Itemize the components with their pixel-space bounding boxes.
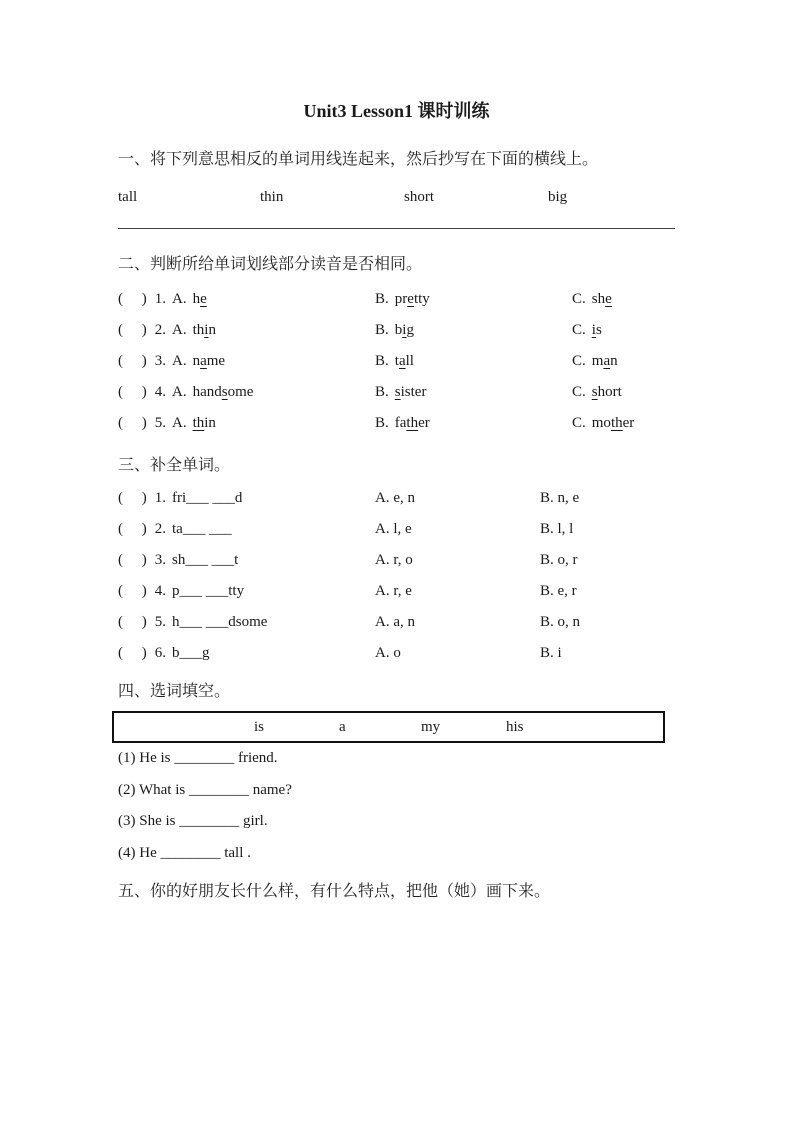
- option-a-label: A.: [172, 322, 187, 338]
- option-a-word: [193, 353, 226, 369]
- complete-word-row-6: [118, 638, 675, 669]
- word-underlined: i: [591, 322, 596, 338]
- option-c-word: [592, 291, 612, 307]
- word-post: in: [204, 415, 216, 431]
- page-title: Unit3 Lesson1 课时训练: [303, 101, 490, 121]
- option-c-cell: [572, 408, 675, 439]
- option-b-word: [395, 384, 427, 400]
- phonics-row-1: [118, 284, 675, 315]
- choice-a: A. e, n: [375, 490, 415, 506]
- answer-bracket: ( ): [118, 614, 147, 630]
- word-with-blanks: p___ ___tty: [172, 583, 245, 599]
- word-post: ister: [400, 384, 427, 400]
- fill-in-sentence-4: (4) He ________ tall .: [118, 844, 251, 861]
- option-a-cell: [118, 408, 375, 439]
- fill-in-sentence-3: (3) She is ________ girl.: [118, 813, 268, 829]
- word-cell: [118, 483, 375, 514]
- answer-bracket: ( ): [118, 521, 147, 537]
- choice-a: A. o: [375, 645, 401, 661]
- word-cell: [118, 545, 375, 576]
- word-underlined: i: [204, 322, 209, 338]
- option-a-label: A.: [172, 291, 187, 307]
- choice-b: B. l, l: [540, 521, 574, 537]
- fill-in-sentence-2: (2) What is ________ name?: [118, 781, 292, 798]
- question-number: 2.: [154, 521, 166, 537]
- phonics-row-4: [118, 377, 675, 408]
- word-pre: sh: [591, 291, 606, 307]
- word-pre: fa: [394, 415, 407, 431]
- choice-b: B. e, r: [540, 583, 577, 599]
- word-cell: [118, 576, 375, 607]
- phonics-row-3: [118, 346, 675, 377]
- bank-word-is: is: [254, 719, 265, 735]
- match-word-short: short: [404, 189, 434, 205]
- word-underlined: e: [605, 291, 612, 307]
- word-post: tty: [413, 291, 430, 307]
- word-post: s: [595, 322, 602, 338]
- word-pre: b: [394, 322, 403, 338]
- match-words-row: [118, 187, 675, 207]
- option-c-cell: [572, 377, 675, 408]
- word-underlined: th: [192, 415, 205, 431]
- word-with-blanks: sh___ ___t: [172, 552, 239, 568]
- section2-rows: [118, 284, 675, 439]
- word-underlined: a: [398, 353, 406, 369]
- word-pre: n: [192, 353, 201, 369]
- option-a-word: [193, 291, 207, 307]
- word-post: n: [610, 353, 618, 369]
- word-underlined: e: [200, 291, 207, 307]
- word-pre: t: [394, 353, 399, 369]
- option-c-word: [592, 415, 635, 431]
- phonics-row-5: [118, 408, 675, 439]
- option-a-word: [193, 322, 216, 338]
- word-post: me: [206, 353, 226, 369]
- option-a-label: A.: [172, 353, 187, 369]
- question-number: 1.: [154, 291, 166, 307]
- match-word-tall: tall: [118, 189, 138, 205]
- answer-bracket: ( ): [118, 552, 147, 568]
- option-c-word: [592, 353, 618, 369]
- option-c-label: C.: [572, 384, 586, 400]
- word-pre: hand: [192, 384, 222, 400]
- complete-word-row-3: [118, 545, 675, 576]
- option-b-cell: [375, 284, 572, 315]
- answer-bracket: ( ): [118, 415, 147, 431]
- word-with-blanks: ta___ ___: [172, 521, 232, 537]
- option-b-label: B.: [375, 353, 389, 369]
- answer-bracket: ( ): [118, 353, 147, 369]
- word-post: n: [208, 322, 216, 338]
- word-pre: mo: [591, 415, 611, 431]
- bank-word-my: my: [421, 719, 441, 735]
- option-b-label: B.: [375, 415, 389, 431]
- complete-word-row-1: [118, 483, 675, 514]
- option-b-cell: [375, 377, 572, 408]
- word-pre: pr: [394, 291, 408, 307]
- option-a-cell: [118, 315, 375, 346]
- option-a-cell: [118, 284, 375, 315]
- word-post: hort: [597, 384, 622, 400]
- section2-heading: 二、判断所给单词划线部分读音是否相同。: [118, 256, 423, 273]
- option-b-cell: [375, 315, 572, 346]
- answer-bracket: ( ): [118, 384, 147, 400]
- option-c-label: C.: [572, 322, 586, 338]
- option-a-word: [193, 415, 216, 431]
- option-a-word: [193, 384, 254, 400]
- question-number: 2.: [154, 322, 166, 338]
- option-c-label: C.: [572, 353, 586, 369]
- question-number: 1.: [154, 490, 166, 506]
- option-c-label: C.: [572, 415, 586, 431]
- word-with-blanks: b___g: [172, 645, 210, 661]
- option-b-label: B.: [375, 322, 389, 338]
- word-post: ll: [405, 353, 414, 369]
- option-b-word: [395, 353, 414, 369]
- option-b-cell: [375, 346, 572, 377]
- choice-a: A. r, e: [375, 583, 412, 599]
- section1-heading: 一、将下列意思相反的单词用线连起来，然后抄写在下面的横线上。: [118, 151, 599, 168]
- question-number: 6.: [154, 645, 166, 661]
- complete-word-row-5: [118, 607, 675, 638]
- word-underlined: th: [610, 415, 623, 431]
- choice-a: A. r, o: [375, 552, 413, 568]
- option-c-label: C.: [572, 291, 586, 307]
- question-number: 4.: [154, 384, 166, 400]
- word-post: ome: [227, 384, 254, 400]
- answer-bracket: ( ): [118, 645, 147, 661]
- section5-heading: 五、你的好朋友长什么样，有什么特点，把他（她）画下来。: [118, 883, 551, 900]
- option-a-cell: [118, 377, 375, 408]
- word-post: g: [406, 322, 414, 338]
- answer-bracket: ( ): [118, 490, 147, 506]
- word-underlined: a: [603, 353, 611, 369]
- word-pre: h: [192, 291, 201, 307]
- question-number: 5.: [154, 415, 166, 431]
- complete-word-row-2: [118, 514, 675, 545]
- option-a-label: A.: [172, 384, 187, 400]
- answer-bracket: ( ): [118, 322, 147, 338]
- word-bank-box: [112, 711, 665, 743]
- word-underlined: s: [591, 384, 598, 400]
- option-a-cell: [118, 346, 375, 377]
- bank-word-a: a: [339, 719, 346, 735]
- option-b-word: [395, 322, 414, 338]
- word-with-blanks: h___ ___dsome: [172, 614, 268, 630]
- question-number: 5.: [154, 614, 166, 630]
- option-c-cell: [572, 346, 675, 377]
- answer-bracket: ( ): [118, 291, 147, 307]
- option-b-label: B.: [375, 291, 389, 307]
- choice-b: B. i: [540, 645, 562, 661]
- match-word-big: big: [548, 189, 568, 205]
- choice-a: A. l, e: [375, 521, 412, 537]
- phonics-row-2: [118, 315, 675, 346]
- word-underlined: th: [406, 415, 419, 431]
- word-post: er: [418, 415, 430, 431]
- fill-in-sentence-1: (1) He is ________ friend.: [118, 750, 278, 766]
- choice-b: B. o, r: [540, 552, 578, 568]
- question-number: 3.: [154, 353, 166, 369]
- option-c-cell: [572, 284, 675, 315]
- option-b-word: [395, 415, 430, 431]
- word-post: er: [622, 415, 635, 431]
- option-b-word: [395, 291, 430, 307]
- bank-word-his: his: [506, 719, 524, 735]
- question-number: 3.: [154, 552, 166, 568]
- word-cell: [118, 514, 375, 545]
- word-underlined: e: [407, 291, 414, 307]
- section3-heading: 三、补全单词。: [118, 457, 231, 474]
- word-underlined: s: [394, 384, 401, 400]
- section3-rows: [118, 483, 675, 669]
- section4-heading: 四、选词填空。: [118, 683, 231, 700]
- choice-a: A. a, n: [375, 614, 415, 630]
- word-underlined: a: [200, 353, 207, 369]
- word-cell: [118, 607, 375, 638]
- answer-bracket: ( ): [118, 583, 147, 599]
- option-b-label: B.: [375, 384, 389, 400]
- complete-word-row-4: [118, 576, 675, 607]
- option-c-word: [592, 322, 602, 338]
- option-a-label: A.: [172, 415, 187, 431]
- word-pre: m: [591, 353, 604, 369]
- copy-line: [118, 228, 675, 229]
- word-cell: [118, 638, 375, 669]
- match-word-thin: thin: [260, 189, 284, 205]
- option-b-cell: [375, 408, 572, 439]
- word-underlined: i: [402, 322, 407, 338]
- option-c-cell: [572, 315, 675, 346]
- question-number: 4.: [154, 583, 166, 599]
- choice-b: B. o, n: [540, 614, 581, 630]
- word-pre: th: [192, 322, 205, 338]
- word-with-blanks: fri___ ___d: [172, 490, 243, 506]
- choice-b: B. n, e: [540, 490, 580, 506]
- fill-in-sentences: [118, 743, 675, 869]
- option-c-word: [592, 384, 622, 400]
- word-underlined: s: [221, 384, 228, 400]
